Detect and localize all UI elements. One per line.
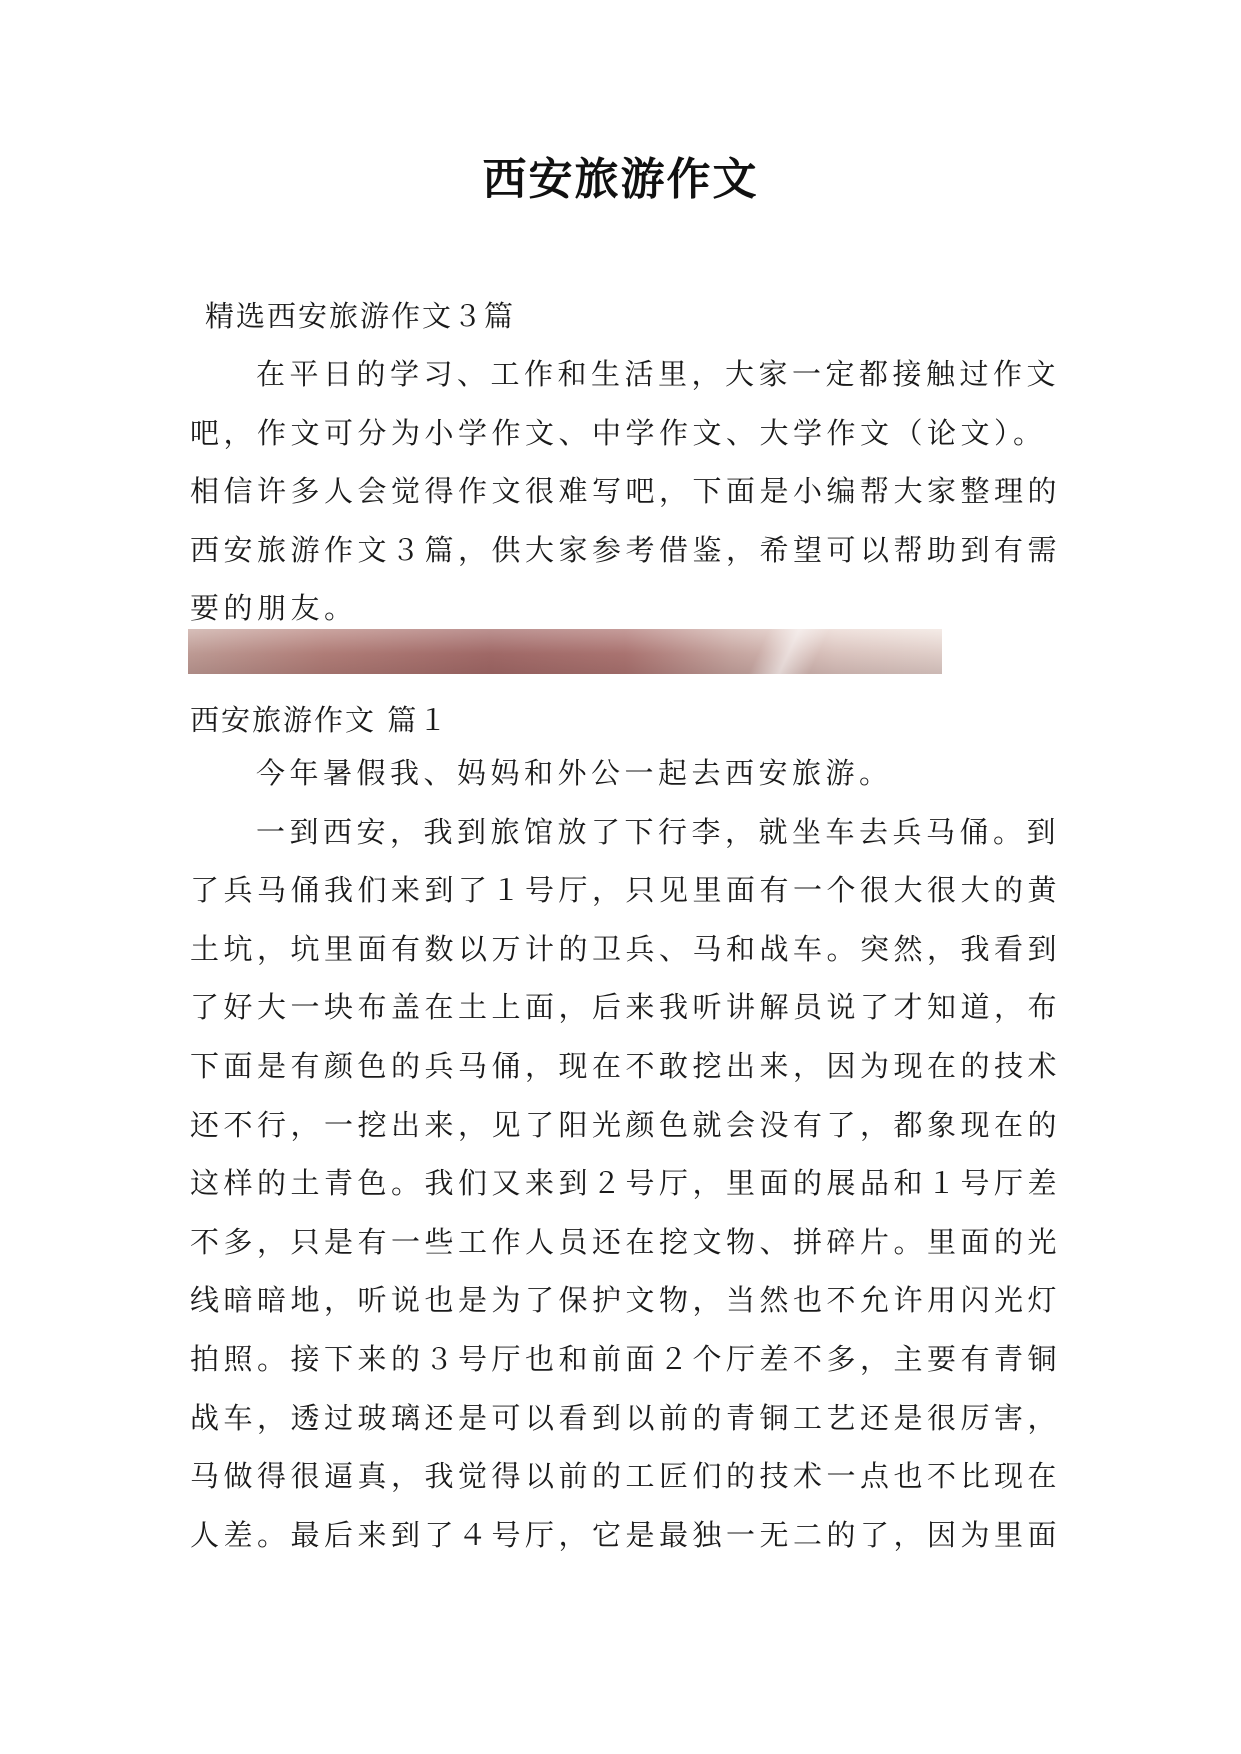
story-line: 不多，只是有一些工作人员还在挖文物、拼碎片。里面的光 [190, 1224, 1062, 1259]
story-line: 人差。最后来到了４号厅，它是最独一无二的了，因为里面 [190, 1517, 1062, 1552]
story-line: 一到西安，我到旅馆放了下行李，就坐车去兵马俑。到 [256, 814, 1061, 849]
intro-line: 在平日的学习、工作和生活里，大家一定都接触过作文 [256, 357, 1061, 391]
document-subtitle: 精选西安旅游作文３篇 [205, 299, 516, 333]
intro-line: 要的朋友。 [190, 591, 358, 626]
cropped-photo-image [188, 629, 942, 674]
story-line: 土坑，坑里面有数以万计的卫兵、马和战车。突然，我看到 [190, 931, 1062, 966]
story-line: 线暗暗地，听说也是为了保护文物，当然也不允许用闪光灯 [190, 1283, 1062, 1318]
intro-line: 吧，作文可分为小学作文、中学作文、大学作文（论文）。 [190, 415, 1047, 450]
photo-highlight [728, 629, 848, 674]
story-line: 下面是有颜色的兵马俑，现在不敢挖出来，因为现在的技术 [190, 1048, 1062, 1083]
story-line: 拍照。接下来的３号厅也和前面２个厅差不多，主要有青铜 [190, 1341, 1062, 1376]
story-line: 马做得很逼真，我觉得以前的工匠们的技术一点也不比现在 [190, 1459, 1062, 1494]
intro-line: 相信许多人会觉得作文很难写吧，下面是小编帮大家整理的 [190, 474, 1062, 509]
story-line: 今年暑假我、妈妈和外公一起去西安旅游。 [256, 756, 893, 790]
document-title: 西安旅游作文 [482, 154, 759, 205]
story-line: 了好大一块布盖在土上面，后来我听讲解员说了才知道，布 [190, 990, 1062, 1025]
story-paragraphs [190, 744, 1062, 1564]
story-line: 还不行，一挖出来，见了阳光颜色就会没有了，都象现在的 [190, 1107, 1062, 1142]
section-heading: 西安旅游作文 篇１ [190, 703, 450, 737]
story-line: 战车，透过玻璃还是可以看到以前的青铜工艺还是很厉害， [190, 1400, 1062, 1435]
intro-paragraph [190, 345, 1062, 638]
story-line: 这样的土青色。我们又来到２号厅，里面的展品和１号厅差 [190, 1166, 1062, 1201]
intro-line: 西安旅游作文３篇，供大家参考借鉴，希望可以帮助到有需 [190, 532, 1062, 567]
story-line: 了兵马俑我们来到了１号厅，只见里面有一个很大很大的黄 [190, 873, 1062, 908]
